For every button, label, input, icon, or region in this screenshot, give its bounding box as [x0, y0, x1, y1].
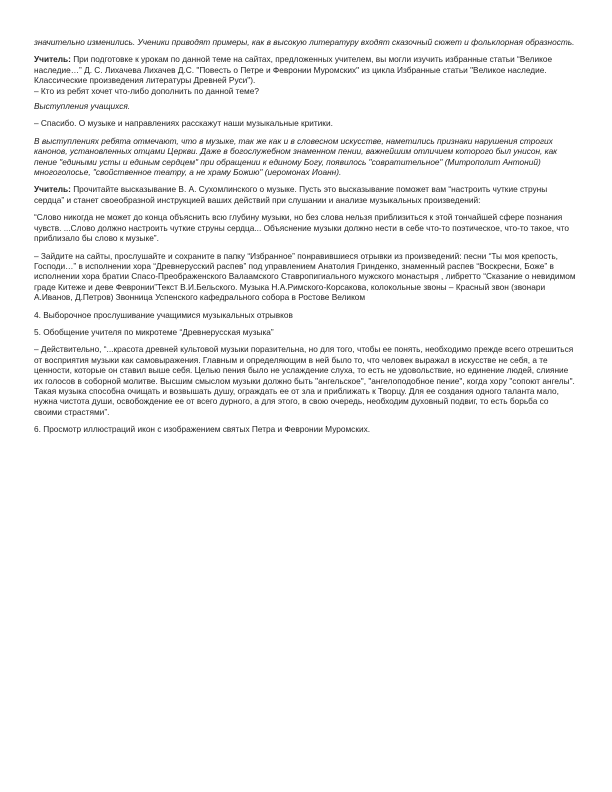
teacher-question: – Кто из ребят хочет что-либо дополнить по данной теме?: [34, 85, 259, 96]
document-page: [34, 37, 578, 442]
paragraph-step-5: [34, 327, 578, 337]
paragraph-text: – Действительно, “...красота древней культовой музыки поразительна, но для того, чтобы ее понять, необходимо прежде всего отрешиться от восприятия музыки как самовыражения. Главным и определяющим в ней было то, что человек выражал в искусстве не себя, а те ценности, которые он ставил выше себя. Целью пения было не услаждение слуха, то есть не удовольствие, но единение людей, слияние их голосов в соборной молитве. Высшим смыслом музыки должно быть "ангельское", "ангелоподобное пение", когда хору "сопоют ангелы". Такая музыка способна очищать и возвышать душу, ограждать ее от зла и приближать к Творцу. Для ее создания одного таланта мало, нужна чистота души, освобождение ее от всего дурного, а для этого, в свою очередь, необходим духовный подвиг, то есть борьба со своими страстями”.: [34, 344, 575, 417]
speaker-label: Учитель:: [34, 54, 71, 65]
italic-text: Выступления учащихся.: [34, 101, 131, 112]
paragraph-text: При подготовке к урокам по данной теме на сайтах, предложенных учителем, вы могли изучить избранные статьи “Великое наследие…” Д. С. Лихачева Лихачев Д.С. "Повесть о Петре и Февронии Муромских" из цикла Избранные статьи "Великое наследие. Классические произведения литературы Древней Руси").: [34, 54, 553, 86]
paragraph-step-4: [34, 310, 578, 320]
paragraph-listening-task: [34, 251, 578, 303]
paragraph-teacher-sites: [34, 54, 578, 96]
paragraph-text: – Спасибо. О музыке и направлениях расскажут наши музыкальные критики.: [34, 118, 333, 129]
italic-text: значительно изменились. Ученики приводят примеры, как в высокую литературу входят сказочный сюжет и фольклорная образность.: [34, 37, 575, 47]
paragraph-music-canons: [34, 136, 578, 178]
paragraph-thanks: [34, 118, 578, 128]
paragraph-intro-italic: [34, 37, 578, 47]
paragraph-text: 5. Обобщение учителя по микротеме “Древнерусская музыка”: [34, 326, 274, 337]
italic-text: В выступлениях ребята отмечают, что в музыке, так же как и в словесном искусстве, наметились признаки нарушения строгих канонов, установленных отцами Церкви. Даже в богослужебном знаменном пении, важнейшим отличием которого был унисон, как пение "едиными усты и единым сердцем" при обращении к единому Богу, появилось "совратительное" (Митрополит Антоний) многоголосье, "свойственное театру, а не храму Божию" (иеромонах Иоанн).: [34, 135, 558, 178]
paragraph-text: Прочитайте высказывание В. А. Сухомлинского о музыке. Пусть это высказывание поможет вам “настроить чуткие струны сердца” и станет своеобразной инструкцией ваших действий при слушании и анализе музыкальных произведений:: [34, 184, 548, 205]
paragraph-text: – Зайдите на сайты, прослушайте и сохраните в папку “Избранное” понравившиеся отрывки из произведений: песни “Ты моя крепость, Господи…” в исполнении хора “Древнерусский распев” под управлением Анатолия Гринденко, знаменный распев “Воскресни, Боже” в исполнении хора братии Спасо-Преображенского Валаамского Ставропигиального мужского монастыря , либретто “Сказание о невидимом граде Китеже и деве Февронии”Текст В.И.Бельского. Музыка Н.А.Римского-Корсакова, колокольные звоны – Красный звон (звонари А.Иванов, Д.Петров) Звонница Успенского кафедрального собора в Ростове Великом: [34, 250, 576, 303]
paragraph-step-6: [34, 424, 578, 434]
speaker-label: Учитель:: [34, 184, 71, 195]
paragraph-text: 4. Выборочное прослушивание учащимися музыкальных отрывков: [34, 309, 293, 320]
paragraph-text: 6. Просмотр иллюстраций икон с изображением святых Петра и Февронии Муромских.: [34, 424, 371, 435]
paragraph-teacher-quote-intro: [34, 184, 578, 205]
paragraph-ancient-music: [34, 344, 578, 417]
paragraph-student-talks: [34, 101, 578, 111]
paragraph-sukhomlinsky-quote: [34, 212, 578, 243]
paragraph-text: “Слово никогда не может до конца объяснить всю глубину музыки, но без слова нельзя приблизиться к этой тончайшей сфере познания чувств. ...Слово должно настроить чуткие струны сердца... Объяснение музыки должно нести в себе что-то поэтическое, что-то такое, что приблизало бы слово к музыке”.: [34, 212, 569, 244]
